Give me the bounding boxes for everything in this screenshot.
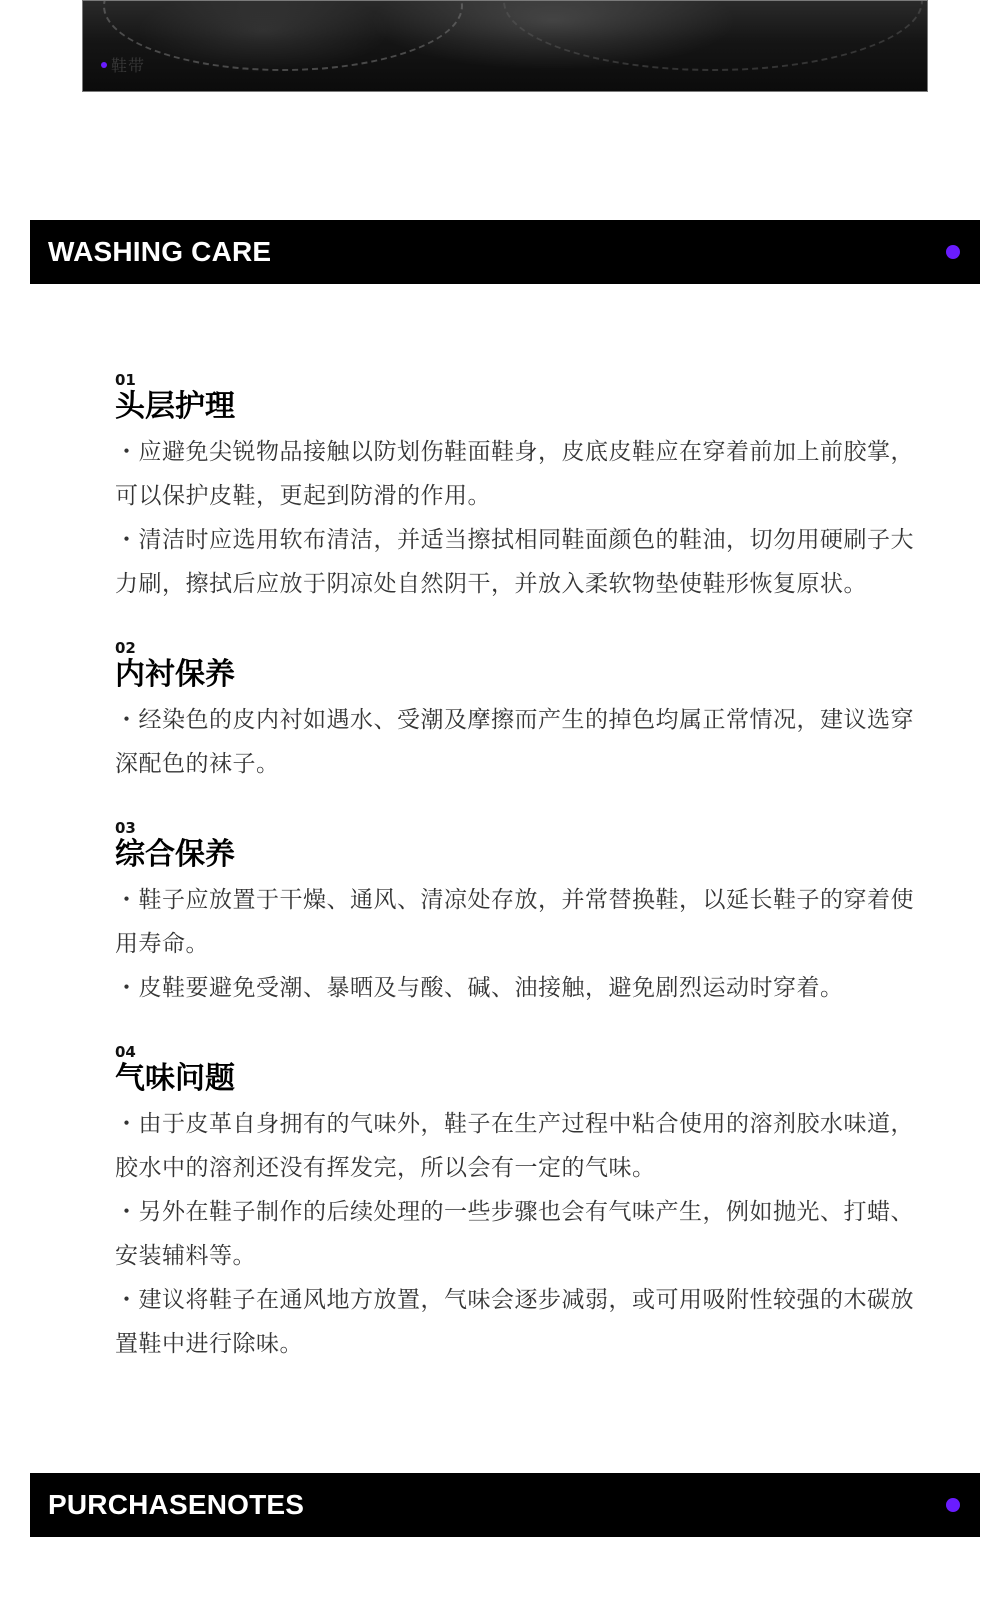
care-item-number: 02: [115, 639, 136, 657]
care-item-number: 04: [115, 1043, 136, 1061]
washing-care-header: [30, 220, 980, 284]
product-photo: [82, 0, 928, 92]
purple-dot-icon: [946, 1498, 960, 1512]
stitch-line: [503, 0, 923, 71]
care-item-heading: 气味问题: [115, 1061, 235, 1096]
section-title: PURCHASENOTES: [48, 1489, 305, 1520]
care-item: [115, 820, 915, 1010]
care-item-paragraph: ・应避免尖锐物品接触以防划伤鞋面鞋身，皮底皮鞋应在穿着前加上前胶掌，可以保护皮鞋，更起到防滑的作用。: [115, 439, 914, 509]
purchase-notes-header: [30, 1473, 980, 1537]
tag-dot-icon: [101, 62, 107, 68]
care-item-heading: 头层护理: [115, 389, 235, 424]
care-item-paragraph: ・由于皮革自身拥有的气味外，鞋子在生产过程中粘合使用的溶剂胶水味道，胶水中的溶剂还没有挥发完，所以会有一定的气味。: [115, 1111, 914, 1181]
care-item-number: 03: [115, 819, 136, 837]
care-item: [115, 640, 915, 786]
care-item-number: 01: [115, 371, 136, 389]
care-item-paragraph: ・皮鞋要避免受潮、暴晒及与酸、碱、油接触，避免剧烈运动时穿着。: [115, 975, 844, 1001]
photo-tag: [101, 53, 145, 76]
care-item-paragraph: ・鞋子应放置于干燥、通风、清凉处存放，并常替换鞋，以延长鞋子的穿着使用寿命。: [115, 887, 914, 957]
care-item: [115, 1044, 915, 1366]
care-list: [115, 372, 915, 1400]
section-title: WASHING CARE: [48, 236, 272, 267]
care-item-paragraph: ・建议将鞋子在通风地方放置，气味会逐步减弱，或可用吸附性较强的木碳放置鞋中进行除味。: [115, 1287, 914, 1357]
stitch-line: [103, 0, 463, 71]
care-item-paragraph: ・清洁时应选用软布清洁，并适当擦拭相同鞋面颜色的鞋油，切勿用硬刷子大力刷，擦拭后应放于阴凉处自然阴干，并放入柔软物垫使鞋形恢复原状。: [115, 527, 914, 597]
care-item-paragraph: ・另外在鞋子制作的后续处理的一些步骤也会有气味产生，例如抛光、打蜡、安装辅料等。: [115, 1199, 914, 1269]
care-item-paragraph: ・经染色的皮内衬如遇水、受潮及摩擦而产生的掉色均属正常情况，建议选穿深配色的袜子。: [115, 707, 914, 777]
care-item-heading: 内衬保养: [115, 657, 235, 692]
photo-tag-label: 鞋带: [111, 56, 146, 75]
purple-dot-icon: [946, 245, 960, 259]
care-item: [115, 372, 915, 606]
care-item-heading: 综合保养: [115, 837, 235, 872]
